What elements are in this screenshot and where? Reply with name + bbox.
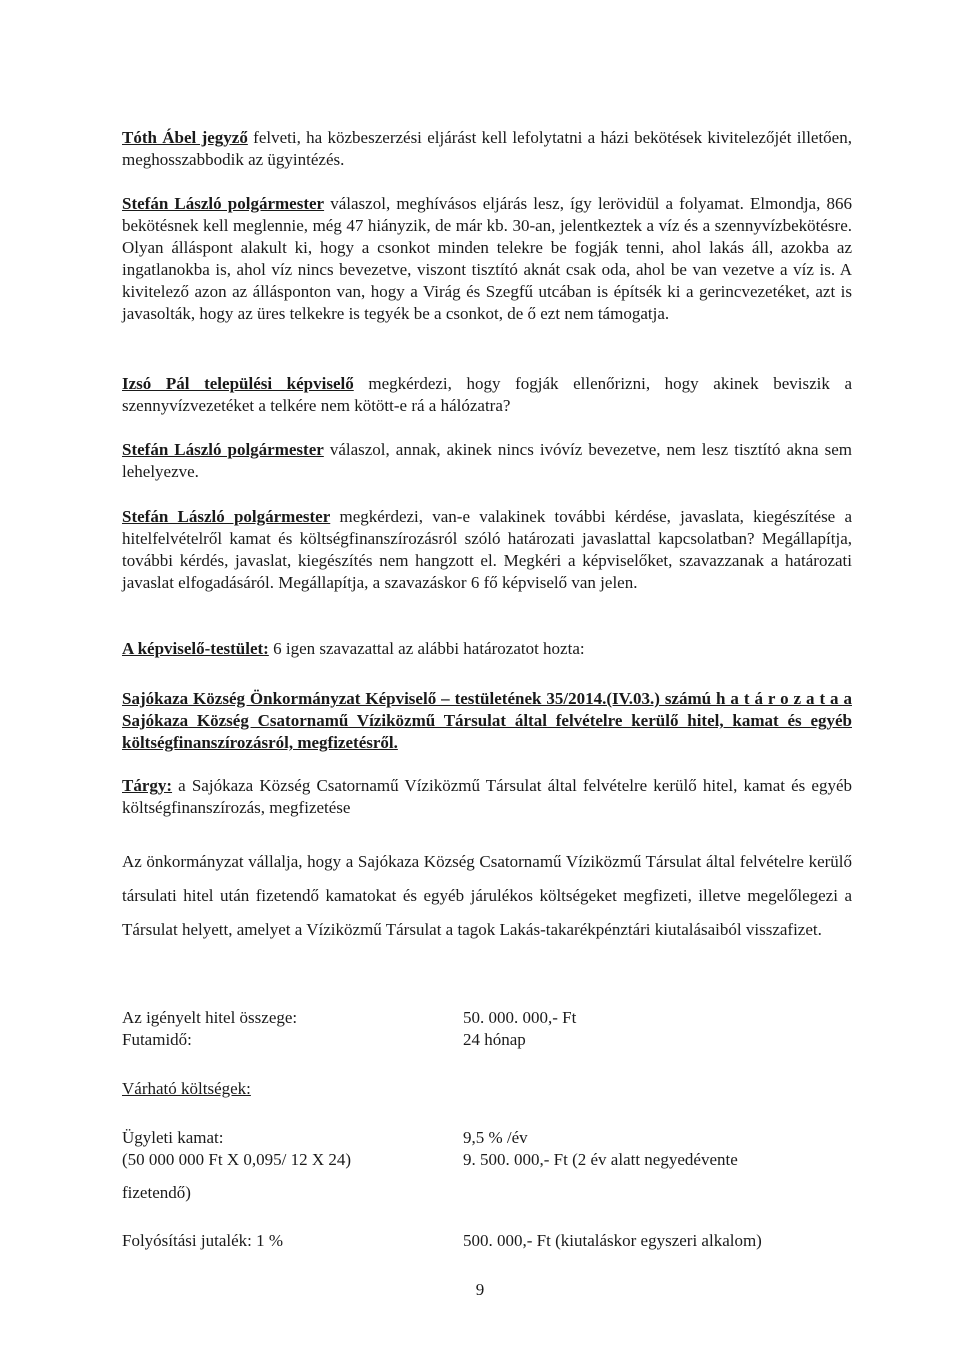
page-number: 9 (475, 1280, 485, 1299)
calc-label: (50 000 000 Ft X 0,095/ 12 X 24) (122, 1150, 352, 1169)
speaker-name: Stefán László polgármester (122, 440, 324, 459)
calc-value: 9. 500. 000,- Ft (2 év alatt negyedévente (463, 1150, 738, 1169)
paragraph-stefan-3 (122, 506, 852, 594)
fee-value: 500. 000,- Ft (kiutaláskor egyszeri alkalom) (463, 1231, 762, 1250)
paragraph-toth (122, 127, 852, 171)
calc-continuation: fizetendő) (122, 1183, 191, 1202)
interest-value: 9,5 % /év (463, 1128, 528, 1147)
paragraph-text: megkérdezi, hogy fogják ellenőrizni, hogy akinek beviszik a szennyvízvezetéket a telkére nem kötött-e rá a hálózatra? (122, 374, 852, 415)
subject-label: Tárgy: (122, 776, 173, 795)
speaker-name: Izsó Pál települési képviselő (122, 374, 354, 393)
loan-amount-value: 50. 000. 000,- Ft (463, 1008, 577, 1027)
fee-label: Folyósítási jutalék: 1 % (122, 1231, 284, 1250)
resolution-title: Sajókaza Község Önkormányzat Képviselő – testületének 35/2014.(IV.03.) számú h a t á r o z a t a a Sajókaza Község Csatornamű Víziközmű Társulat által felvételre kerülő hitel, kamat és egyéb költségfinanszírozásról, megfizetésről. (122, 689, 852, 752)
paragraph-text: 6 igen szavazattal az alábbi határozatot hozta: (268, 639, 585, 658)
loan-amount-label: Az igényelt hitel összege: (122, 1008, 298, 1027)
speaker-name: Tóth Ábel jegyző (122, 128, 248, 147)
paragraph-text: felveti, ha közbeszerzési eljárást kell lefolytatni a házi bekötések kivitelezőjét illetően, meghosszabbodik az ügyintézés. (122, 128, 852, 169)
speaker-name: A képviselő-testület: (122, 639, 269, 658)
paragraph-stefan-2 (122, 439, 852, 483)
paragraph-text: válaszol, annak, akinek nincs ivóvíz bevezetve, nem lesz tisztító akna sem lehelyezve. (122, 440, 852, 481)
term-value: 24 hónap (463, 1030, 526, 1049)
paragraph-stefan-1 (122, 193, 852, 325)
paragraph-text: megkérdezi, van-e valakinek további kérdése, javaslata, kiegészítése a hitelfelvételről kamat és költségfinanszírozásról szóló határozati javaslattal kapcsolatban? Megállapítja, további kérdés, javaslat, kiegészítés nem hangzott el. Megkéri a képviselőket, szavazzanak a határozati javaslat elfogadásáról. Megállapítja, a szavazáskor 6 fő képviselő van jelen. (122, 507, 852, 592)
subject-text: a Sajókaza Község Csatornamű Víziközmű Társulat által felvételre kerülő hitel, kamat és egyéb költségfinanszírozás, megfizetése (122, 776, 852, 817)
term-label: Futamidő: (122, 1030, 192, 1049)
paragraph-testulet (122, 638, 852, 660)
paragraph-text: válaszol, meghívásos eljárás lesz, így lerövidül a folyamat. Elmondja, 866 bekötésnek kell meglennie, még 47 hiányzik, de már kb. 30-an, jelentkeztek a víz és a szennyvízbekötésre. Olyan álláspont alakult ki, hogy a csonkot minden telekre be fogják tenni, ahol lakás áll, azokba az ingatlanokba is, ahol víz nincs bevezetve, viszont tisztító aknát csak oda, ahol be van vezetve a víz is. A kivitelező azon az állásponton van, hogy a Virág és Szegfű utcában is építsék ki a gerincvezetéket, azt is javasolták, hogy az üres telkekre is tegyék be a csonkot, de ő ezt nem támogatja. (122, 194, 852, 323)
costs-heading: Várható költségek: (122, 1079, 251, 1098)
paragraph-izso (122, 373, 852, 417)
speaker-name: Stefán László polgármester (122, 194, 325, 213)
resolution-body: Az önkormányzat vállalja, hogy a Sajókaza Község Csatornamű Víziközmű Társulat által felvételre kerülő társulati hitel után fizetendő kamatokat és egyéb járulékos költségeket megfizeti, illetve megelőlegezi a Társulat helyett, amelyet a Víziközmű Társulat a tagok Lakás-takarékpénztári kiutalásaiból visszafizet. (122, 852, 852, 939)
subject-paragraph (122, 775, 852, 819)
interest-label: Ügyleti kamat: (122, 1128, 224, 1147)
speaker-name: Stefán László polgármester (122, 507, 331, 526)
